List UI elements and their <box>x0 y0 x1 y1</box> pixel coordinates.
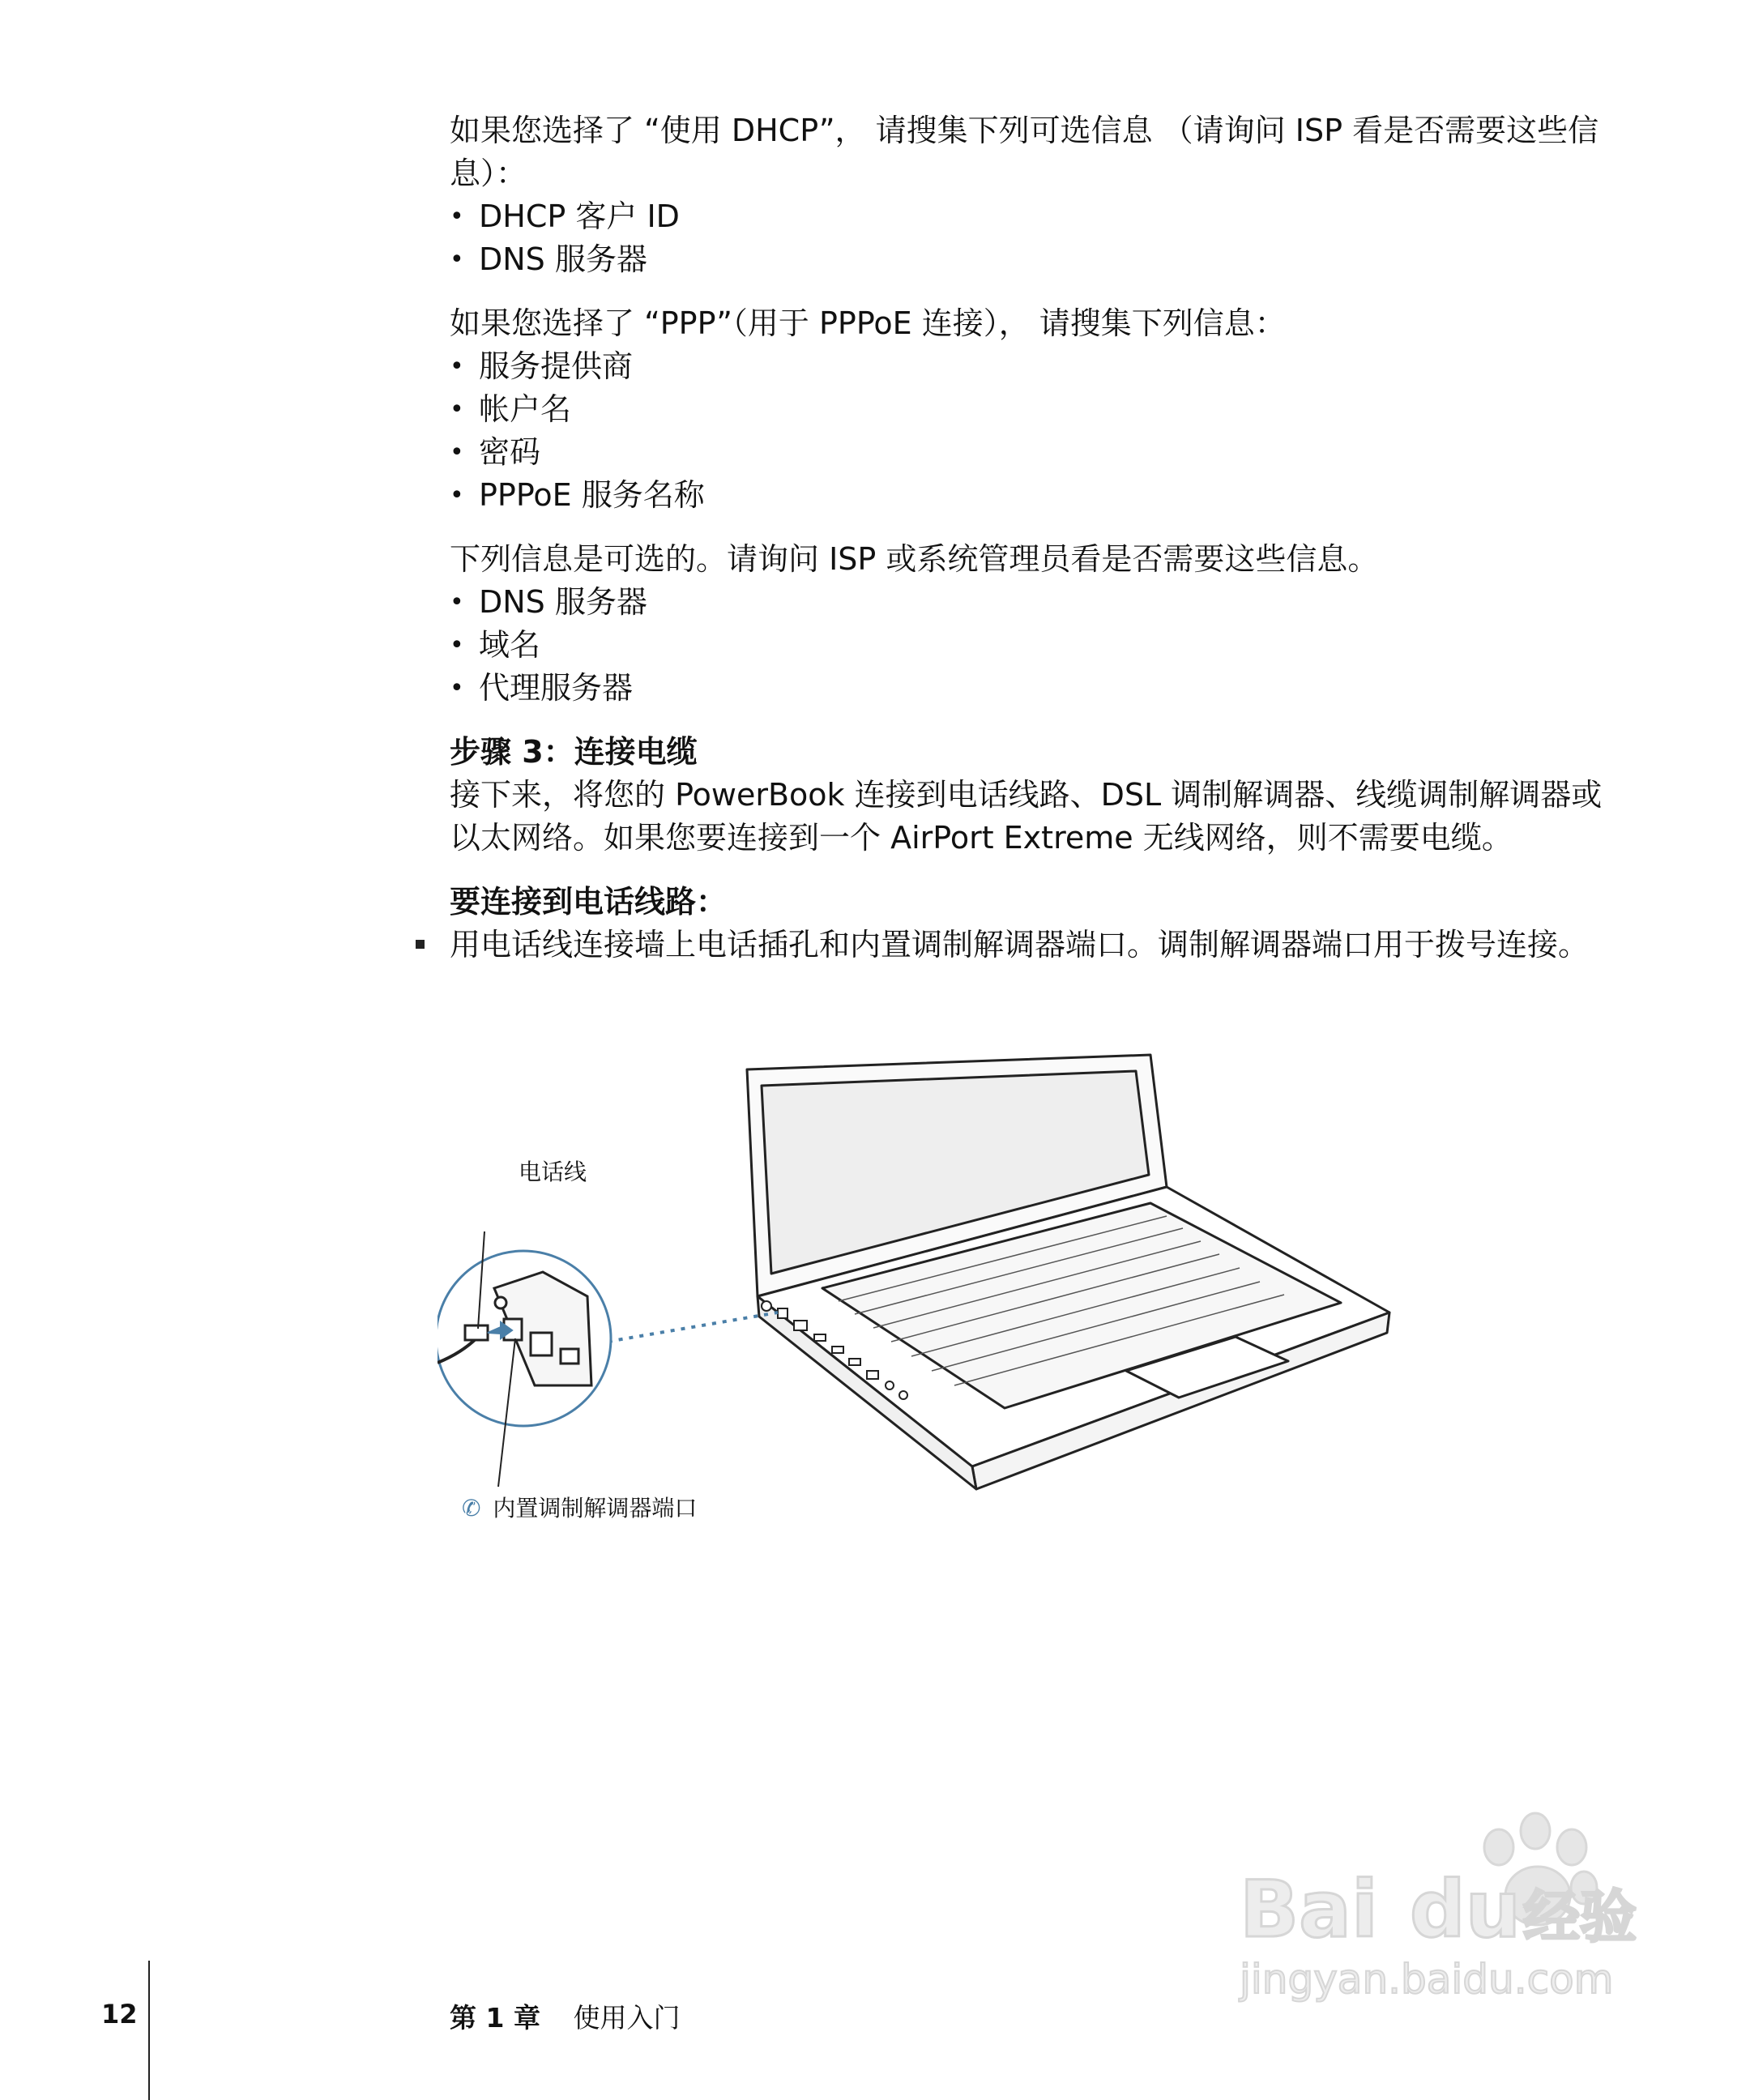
phone-cord-label: 电话线 <box>519 1159 587 1185</box>
laptop-drawing <box>438 1045 1491 1547</box>
phone-icon: ✆ <box>462 1495 481 1522</box>
baidu-watermark-logo <box>1231 1799 1653 2009</box>
ppp-list <box>450 345 1608 517</box>
list-item: • DHCP 客户 ID <box>450 195 1608 238</box>
list-item: • 帐户名 <box>450 388 1608 431</box>
svg-text:du: du <box>1410 1864 1522 1955</box>
list-item: • DNS 服务器 <box>450 581 1608 624</box>
list-item: • PPPoE 服务名称 <box>450 474 1608 517</box>
ppp-intro: 如果您选择了 “PPP”（用于 PPPoE 连接）， 请搜集下列信息： <box>450 305 1286 341</box>
page-number: 12 <box>101 1999 138 2030</box>
svg-text:经验: 经验 <box>1523 1884 1637 1950</box>
list-item: • DNS 服务器 <box>450 238 1608 281</box>
phone-line-instruction <box>450 924 1608 967</box>
list-item: • 服务提供商 <box>450 345 1608 388</box>
optional-intro: 下列信息是可选的。请询问 ISP 或系统管理员看是否需要这些信息。 <box>450 541 1379 577</box>
phone-line-heading: 要连接到电话线路： <box>450 884 728 920</box>
svg-text:Bai: Bai <box>1240 1864 1378 1955</box>
list-item: • 密码 <box>450 431 1608 474</box>
square-bullet-icon <box>416 940 425 949</box>
dhcp-intro: 如果您选择了 “使用 DHCP”， 请搜集下列可选信息 （请询问 ISP 看是否需要这些信息）： <box>450 113 1599 191</box>
svg-text:jingyan.baidu.com: jingyan.baidu.com <box>1240 1956 1614 2003</box>
modem-port-label: 内置调制解调器端口 <box>493 1495 698 1522</box>
main-content <box>450 109 1608 967</box>
step3-body: 接下来，将您的 PowerBook 连接到电话线路、DSL 调制解调器、线缆调制解调器或以太网络。如果您要连接到一个 AirPort Extreme 无线网络，则不需要电缆。 <box>450 777 1603 856</box>
dhcp-list <box>450 195 1608 281</box>
list-item: • 代理服务器 <box>450 667 1608 710</box>
footer-divider <box>148 1961 150 2100</box>
optional-list <box>450 581 1608 710</box>
modem-port-label-row <box>462 1495 697 1522</box>
chapter-number: 第 1 章 <box>450 2002 540 2034</box>
chapter-title: 使用入门 <box>573 2002 681 2034</box>
laptop-modem-illustration <box>438 1045 1491 1547</box>
instruction-text: 用电话线连接墙上电话插孔和内置调制解调器端口。调制解调器端口用于拨号连接。 <box>450 927 1590 962</box>
step3-heading: 步骤 3：连接电缆 <box>450 734 698 770</box>
list-item: • 域名 <box>450 624 1608 667</box>
chapter-footer <box>450 1997 680 2035</box>
